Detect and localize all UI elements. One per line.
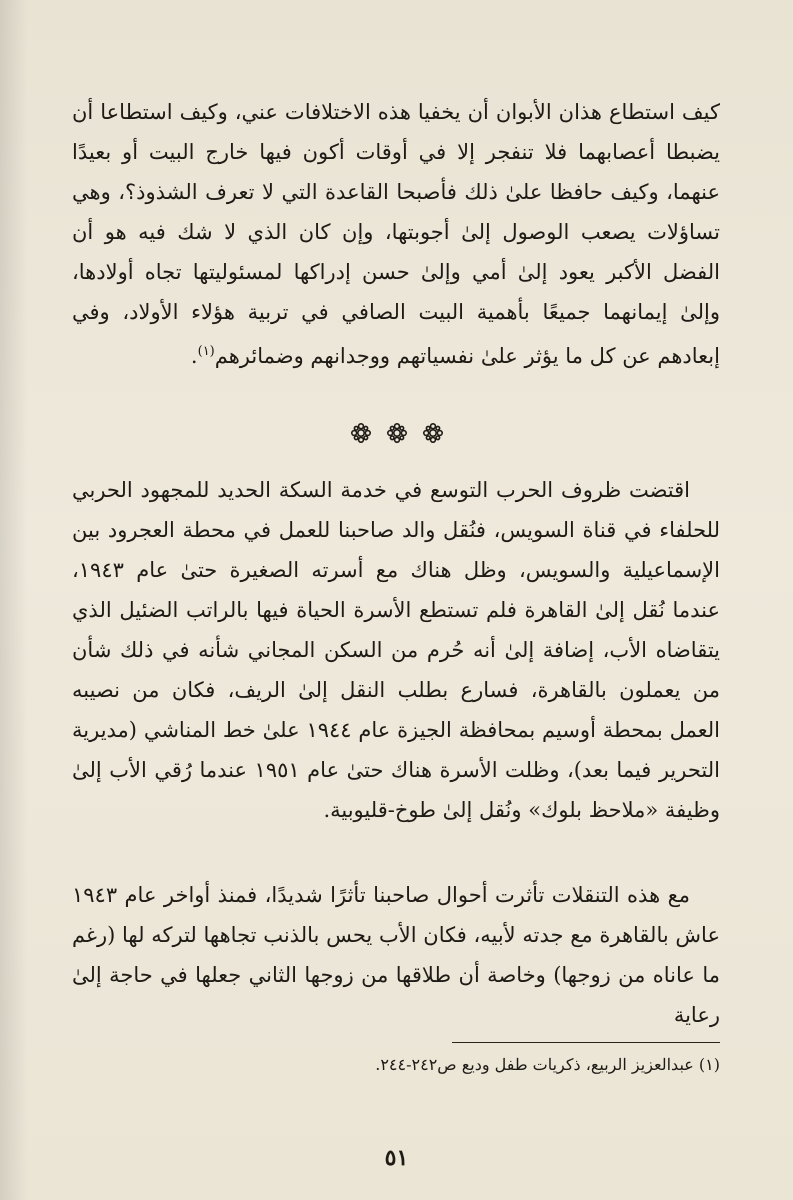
footnote-divider [452, 1042, 720, 1043]
page-number: ٥١ [384, 1145, 409, 1171]
rosette-ornament-icon [422, 422, 444, 444]
rosette-ornament-icon [350, 422, 372, 444]
page-binding-shadow [0, 0, 28, 1200]
paragraph-3: مع هذه التنقلات تأثرت أحوال صاحبنا تأثرًا شديدًا، فمنذ أواخر عام ١٩٤٣ عاش بالقاهرة مع جدته لأبيه، فكان الأب يحس بالذنب تجاهها لتركه لها (رغم ما عاناه من زوجها) وخاصة أن طلاقها من زوجها الثاني جعلها في حاجة إلىٰ رعاية [72, 883, 720, 1027]
paragraph-1-text: كيف استطاع هذان الأبوان أن يخفيا هذه الاختلافات عني، وكيف استطاعا أن يضبطا أعصابهما فلا تنفجر إلا في أوقات أكون فيها خارج البيت أو بعيدًا عنهما، وكيف حافظا علىٰ ذلك فأصبحا القاعدة التي لا تعرف الشذوذ؟، وهي تساؤلات يصعب الوصول إلىٰ أجوبتها، وإن كان الذي لا شك فيه هو أن الفضل الأكبر يعود إلىٰ أمي وإلىٰ حسن إدراكها لمسئوليتها تجاه أولادها، وإلىٰ إيمانهما جميعًا بأهمية البيت الصافي في تربية هؤلاء الأولاد، وفي إبعادهم عن كل ما يؤثر علىٰ نفسياتهم ووجدانهم وضمائرهم [72, 100, 720, 368]
paragraph-1 [72, 92, 720, 376]
rosette-ornament-icon [386, 422, 408, 444]
footnote: (١) عبدالعزيز الربيع، ذكريات طفل وديع ص٢٤٢-٢٤٤. [375, 1055, 720, 1074]
section-separator [0, 422, 793, 452]
paragraph-2: اقتضت ظروف الحرب التوسع في خدمة السكة الحديد للمجهود الحربي للحلفاء في قناة السويس، فنُقل والد صاحبنا للعمل في محطة العجرود بين الإسماعيلية والسويس، وظل هناك مع أسرته الصغيرة حتىٰ عام ١٩٤٣، عندما نُقل إلىٰ القاهرة فلم تستطع الأسرة الحياة فيها بالراتب الضئيل الذي يتقاضاه الأب، إضافة إلىٰ أنه حُرم من السكن المجاني شأنه في ذلك شأن من يعملون بالقاهرة، فسارع بطلب النقل إلىٰ الريف، فكان من نصيبه العمل بمحطة أوسيم بمحافظة الجيزة عام ١٩٤٤ علىٰ خط المناشي (مديرية التحرير فيما بعد)، وظلت الأسرة هناك حتىٰ عام ١٩٥١ عندما رُقي الأب إلىٰ وظيفة «ملاحظ بلوك» ونُقل إلىٰ طوخ-قليوبية. [72, 478, 721, 822]
footnote-reference-mark: (١) [197, 344, 215, 359]
paragraph-1-end: . [190, 344, 198, 368]
